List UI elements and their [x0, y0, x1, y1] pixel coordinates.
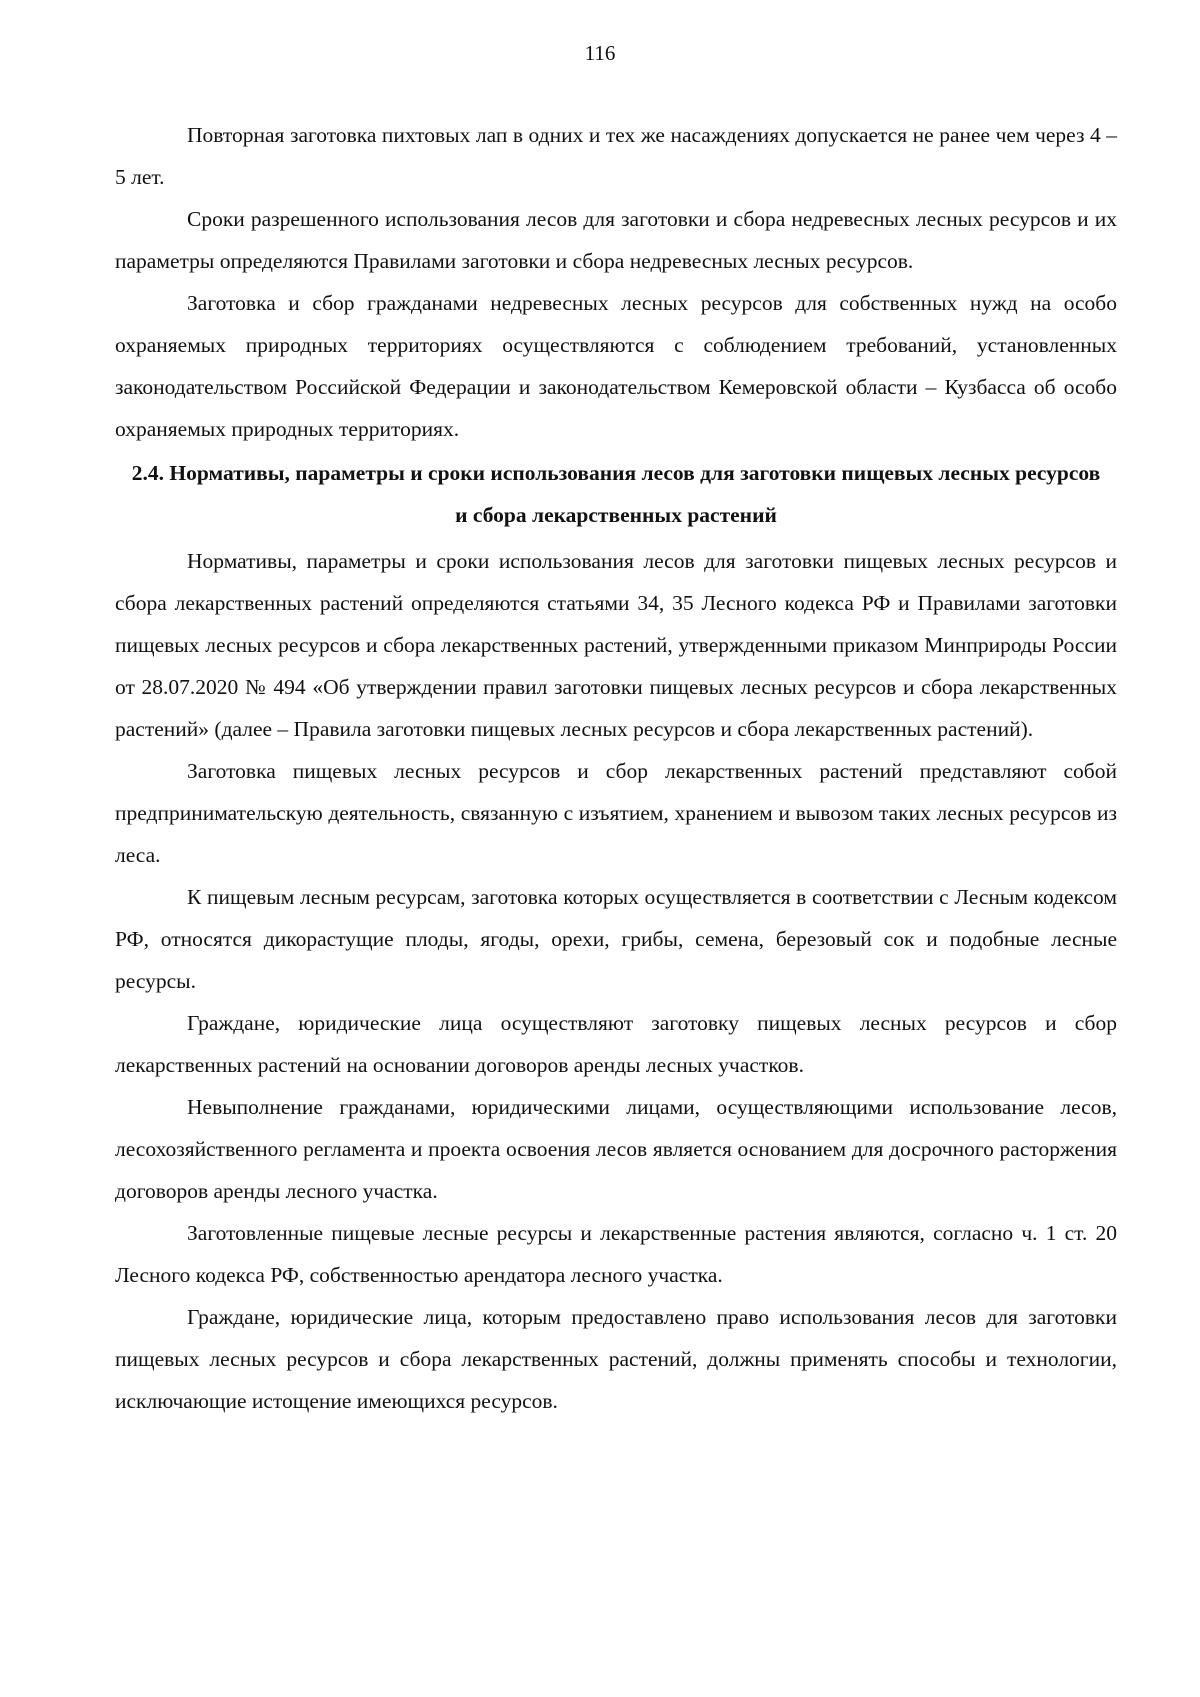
- paragraph-lease-basis: Граждане, юридические лица осуществляют заготовку пищевых лесных ресурсов и сбор лекарственных растений на основании договоров аренды лесных участков.: [115, 1011, 1117, 1077]
- paragraph-business-activity: Заготовка пищевых лесных ресурсов и сбор лекарственных растений представляют собой предпринимательскую деятельность, связанную с изъятием, хранением и вывозом таких лесных ресурсов из леса.: [115, 759, 1117, 867]
- paragraph-non-timber-terms: Сроки разрешенного использования лесов для заготовки и сбора недревесных лесных ресурсов и их параметры определяются Правилами заготовки и сбора недревесных лесных ресурсов.: [115, 207, 1117, 273]
- paragraph-norms: Нормативы, параметры и сроки использования лесов для заготовки пищевых лесных ресурсов и сбора лекарственных растений определяются статьями 34, 35 Лесного кодекса РФ и Правилами заготовки пищевых лесных ресурсов и сбора лекарственных растений, утвержденными приказом Минприроды России от 28.07.2020 № 494 «Об утверждении правил заготовки пищевых лесных ресурсов и сбора лекарственных растений» (далее – Правила заготовки пищевых лесных ресурсов и сбора лекарственных растений).: [115, 549, 1117, 741]
- section-heading: 2.4. Нормативы, параметры и сроки использования лесов для заготовки пищевых лесных ресурсов и сбора лекарственных растений: [131, 461, 1101, 527]
- page-number: 116: [584, 41, 616, 65]
- paragraph-technologies: Граждане, юридические лица, которым предоставлено право использования лесов для заготовки пищевых лесных ресурсов и сбора лекарственных растений, должны применять способы и технологии, исключающие истощение имеющихся ресурсов.: [115, 1305, 1117, 1413]
- document-body: [115, 114, 1117, 1422]
- paragraph-protected-areas: Заготовка и сбор гражданами недревесных лесных ресурсов для собственных нужд на особо охраняемых природных территориях осуществляются с соблюдением требований, установленных законодательством Российской Федерации и законодательством Кемеровской области – Кузбасса об особо охраняемых природных территориях.: [115, 291, 1117, 441]
- paragraph-repeat-harvest: Повторная заготовка пихтовых лап в одних и тех же насаждениях допускается не ранее чем через 4 – 5 лет.: [115, 123, 1117, 189]
- paragraph-food-resources: К пищевым лесным ресурсам, заготовка которых осуществляется в соответствии с Лесным кодексом РФ, относятся дикорастущие плоды, ягоды, орехи, грибы, семена, березовый сок и подобные лесные ресурсы.: [115, 885, 1117, 993]
- paragraph-ownership: Заготовленные пищевые лесные ресурсы и лекарственные растения являются, согласно ч. 1 ст. 20 Лесного кодекса РФ, собственностью арендатора лесного участка.: [115, 1221, 1117, 1287]
- paragraph-termination: Невыполнение гражданами, юридическими лицами, осуществляющими использование лесов, лесохозяйственного регламента и проекта освоения лесов является основанием для досрочного расторжения договоров аренды лесного участка.: [115, 1095, 1117, 1203]
